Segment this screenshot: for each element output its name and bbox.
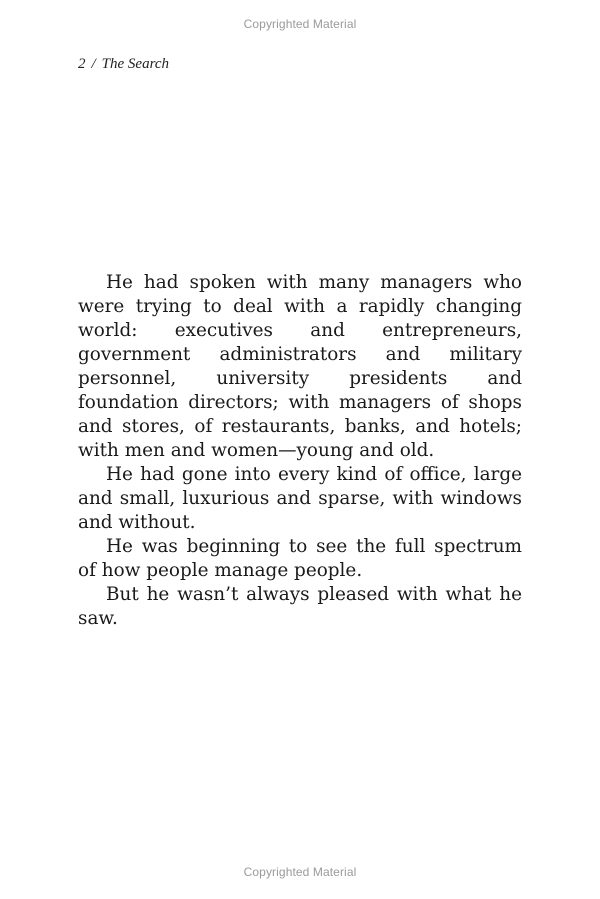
page-number: 2 (78, 56, 86, 72)
running-head (78, 56, 169, 73)
paragraph: He had spoken with many managers who were trying to deal with a rapidly changing world: executives and entrepreneurs, government administrators and military personnel, university presidents and foundation directors; with managers of shops and stores, of restaurants, banks, and hotels; with men and women—young and old. (78, 272, 522, 461)
paragraph: He had gone into every kind of office, large and small, luxurious and sparse, with windows and without. (78, 464, 522, 533)
paragraph: But he wasn’t always pleased with what he saw. (78, 584, 522, 629)
running-head-separator: / (91, 56, 96, 72)
copyright-watermark-bottom: Copyrighted Material (243, 865, 357, 879)
chapter-title: The Search (101, 56, 170, 72)
paragraph: He was beginning to see the full spectrum of how people manage people. (78, 536, 522, 581)
copyright-watermark-top: Copyrighted Material (243, 17, 357, 31)
body-text (78, 271, 522, 631)
